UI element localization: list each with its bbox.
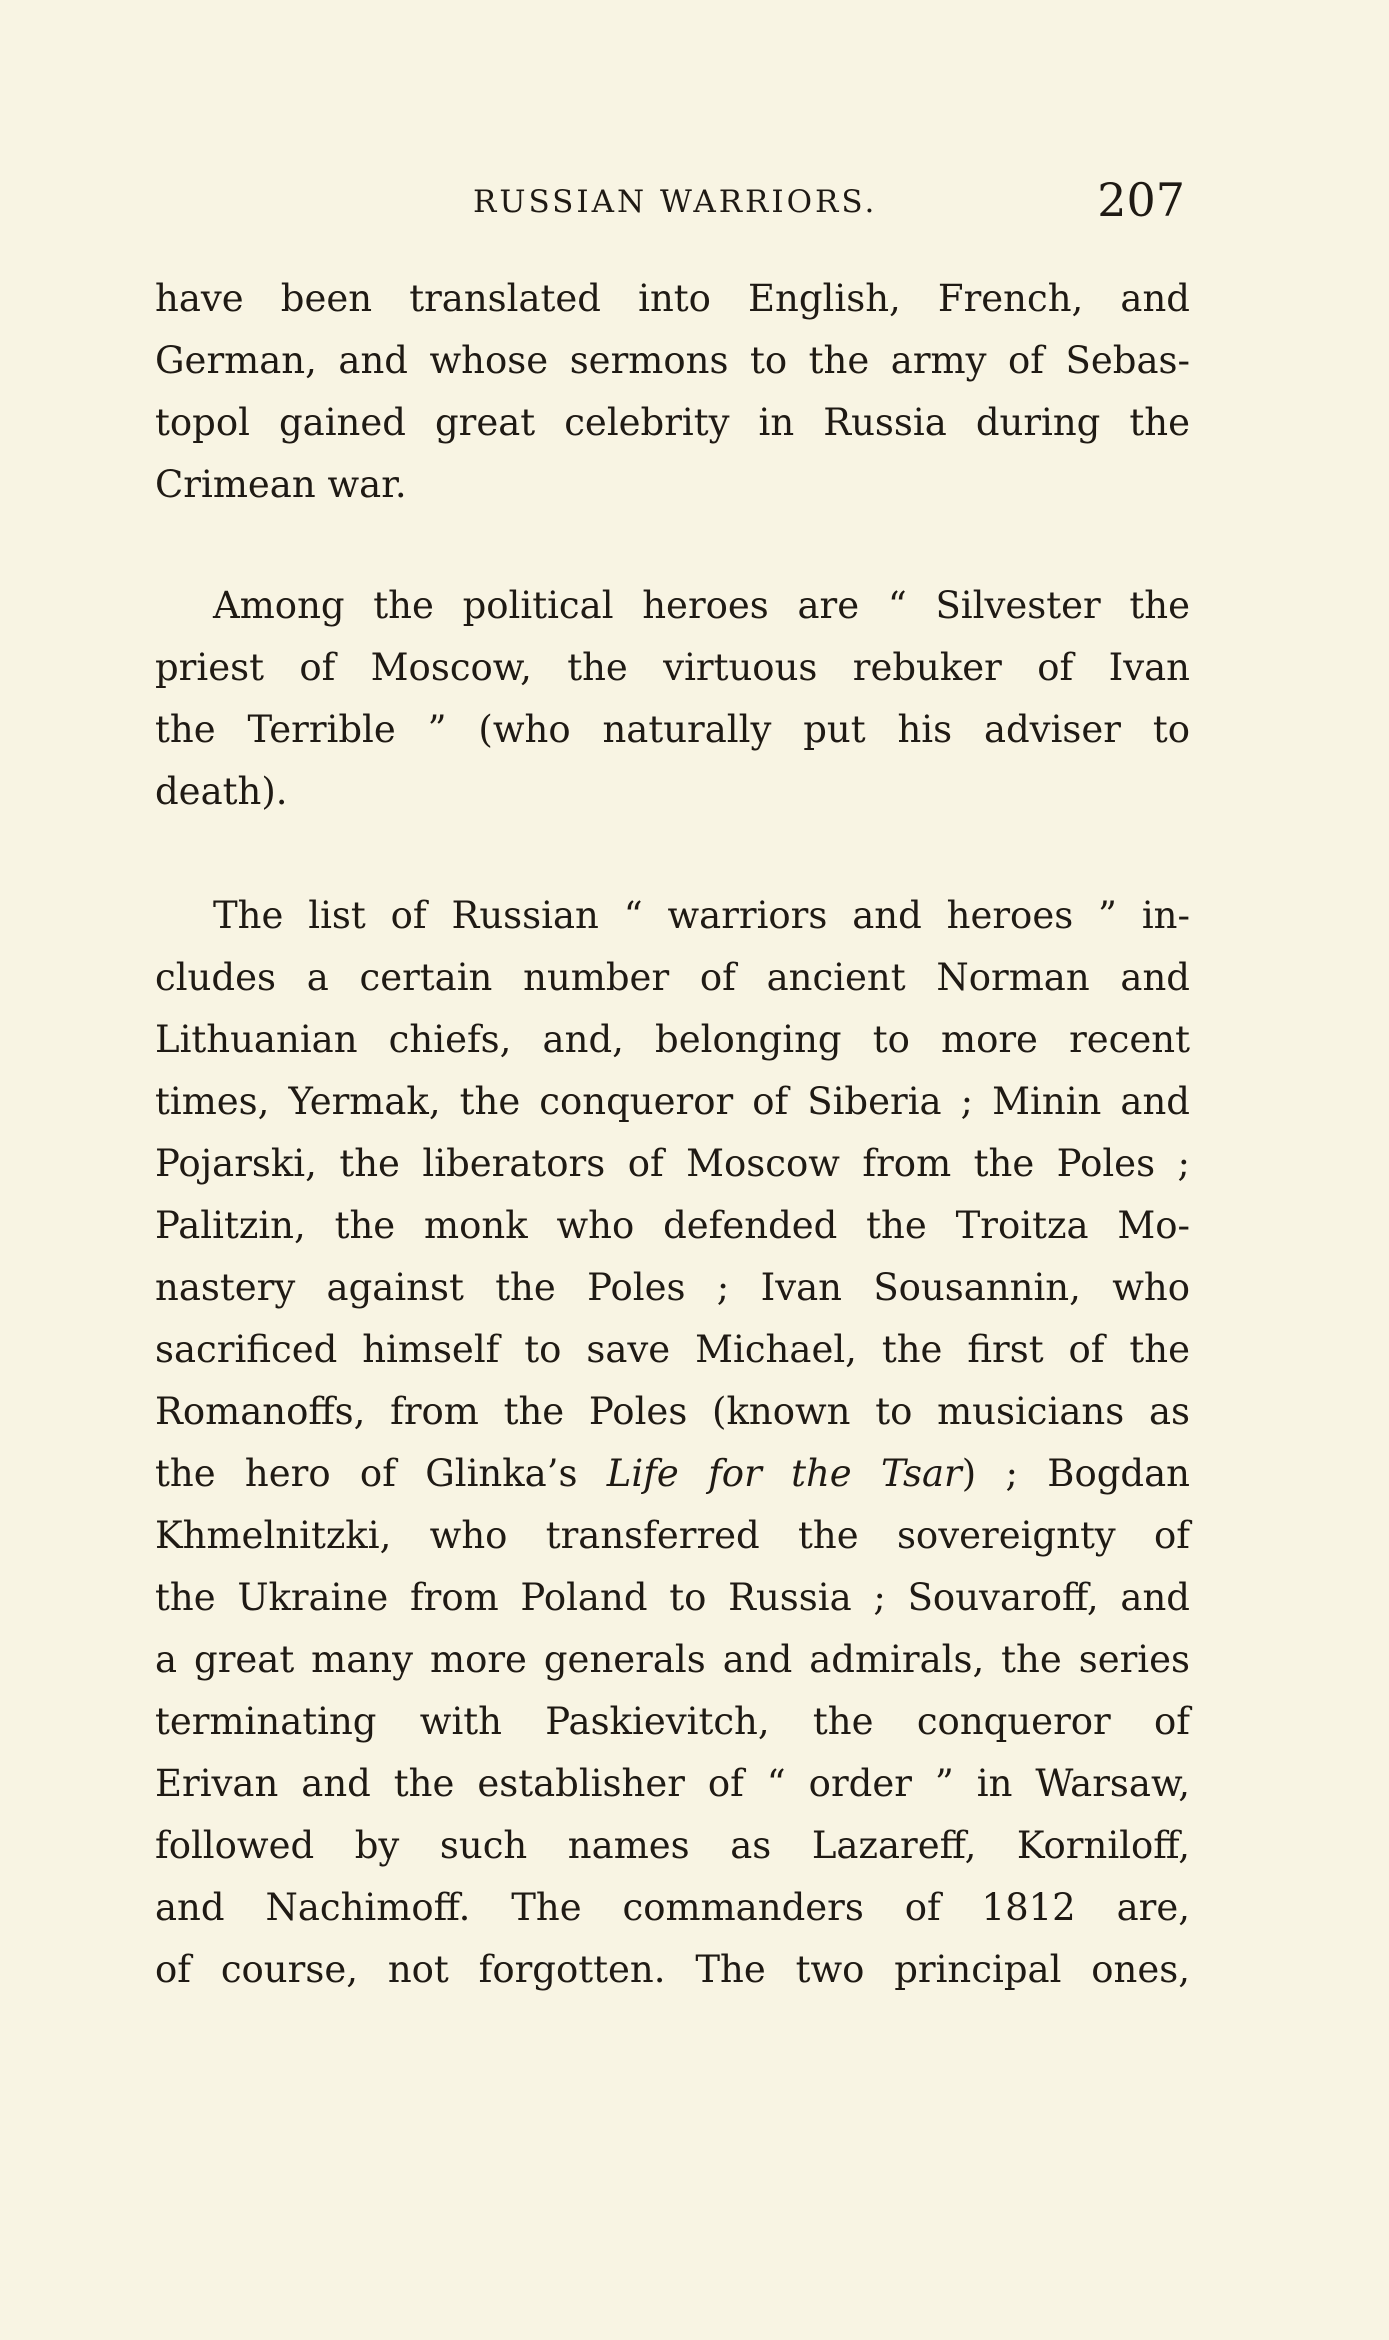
text-line: Palitzin, the monk who defended the Troitza Mo- <box>155 1204 1190 1247</box>
running-head <box>155 172 1185 232</box>
text-line: sacrificed himself to save Michael, the first of the <box>155 1328 1190 1371</box>
text-line: German, and whose sermons to the army of Sebas- <box>155 339 1190 382</box>
text-line: and Nachimoff. The commanders of 1812 are, <box>155 1886 1190 1929</box>
text-line: death). <box>155 770 288 813</box>
text-line: Crimean war. <box>155 463 407 506</box>
text-line: of course, not forgotten. The two principal ones, <box>155 1948 1190 1991</box>
paragraph-gap <box>155 823 1190 885</box>
page-number: 207 <box>1097 173 1185 227</box>
text-line: the Ukraine from Poland to Russia ; Souvaroff, and <box>155 1576 1190 1619</box>
text-line: Khmelnitzki, who transferred the sovereignty of <box>155 1514 1190 1557</box>
paragraph-continuation <box>155 268 1190 516</box>
text-line: Romanoffs, from the Poles (known to musicians as <box>155 1390 1190 1433</box>
text-line: cludes a certain number of ancient Norman and <box>155 956 1190 999</box>
text-line: priest of Moscow, the virtuous rebuker of Ivan <box>155 646 1190 689</box>
paragraph-gap <box>155 516 1190 575</box>
body-text <box>155 268 1190 2001</box>
text-line: a great many more generals and admirals, the series <box>155 1638 1190 1681</box>
text-line: followed by such names as Lazareff, Korniloff, <box>155 1824 1190 1867</box>
text-line: the Terrible ” (who naturally put his adviser to <box>155 708 1190 751</box>
text-line <box>155 885 1190 947</box>
text-line: topol gained great celebrity in Russia during the <box>155 401 1190 444</box>
text-line: nastery against the Poles ; Ivan Sousannin, who <box>155 1266 1190 1309</box>
text-line: Lithuanian chiefs, and, belonging to more recent <box>155 1018 1190 1061</box>
text-segment: ) ; Bogdan <box>961 1452 1190 1495</box>
text-line: Erivan and the establisher of “ order ” in Warsaw, <box>155 1762 1190 1805</box>
text-line: times, Yermak, the conqueror of Siberia ; Minin and <box>155 1080 1190 1123</box>
text-line: Pojarski, the liberators of Moscow from the Poles ; <box>155 1142 1190 1185</box>
text-line <box>155 575 1190 637</box>
running-title: RUSSIAN WARRIORS. <box>473 184 878 220</box>
paragraph-political-heroes <box>155 575 1190 823</box>
book-title-italic: Life for the Tsar <box>606 1452 962 1495</box>
paragraph-warriors-list <box>155 885 1190 2001</box>
text-line <box>155 1443 1190 1505</box>
text-line-content: The list of Russian “ warriors and heroes ” in- <box>213 894 1190 937</box>
text-line-content: Among the political heroes are “ Silvester the <box>213 584 1190 627</box>
text-segment: the hero of Glinka’s <box>155 1452 607 1495</box>
text-line: terminating with Paskievitch, the conqueror of <box>155 1700 1190 1743</box>
text-line: have been translated into English, French, and <box>155 277 1190 320</box>
